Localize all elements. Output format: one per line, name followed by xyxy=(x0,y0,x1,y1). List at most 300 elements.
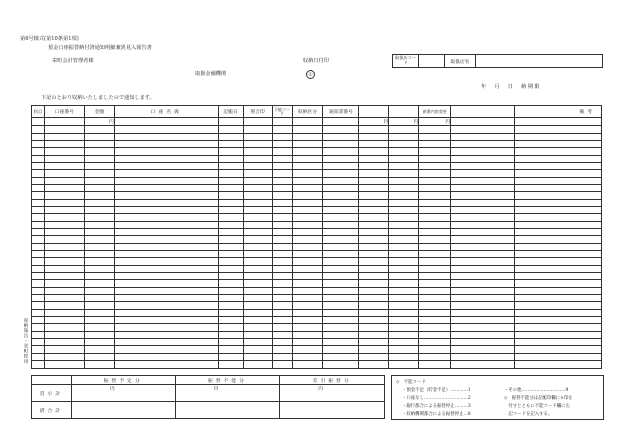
table-cell xyxy=(419,280,451,287)
unit-cell xyxy=(323,118,359,126)
table-cell xyxy=(114,162,218,169)
table-cell xyxy=(451,177,515,184)
table-cell xyxy=(451,309,515,316)
table-cell xyxy=(359,155,389,162)
table-cell xyxy=(515,251,602,258)
table-cell xyxy=(114,126,218,133)
table-cell xyxy=(243,170,272,177)
table-cell xyxy=(84,309,114,316)
table-cell xyxy=(419,126,451,133)
table-cell xyxy=(389,170,419,177)
table-cell xyxy=(44,177,84,184)
table-cell xyxy=(114,280,218,287)
header-cell: 照合印 xyxy=(243,106,272,118)
table-cell xyxy=(272,236,292,243)
table-cell xyxy=(515,317,602,324)
table-cell xyxy=(272,140,292,147)
table-cell xyxy=(515,192,602,199)
note-left: ・銀行都合による振替停止………3 xyxy=(402,404,471,409)
table-cell xyxy=(114,324,218,331)
table-cell xyxy=(451,126,515,133)
table-cell xyxy=(44,243,84,250)
header-cell: 備考 xyxy=(515,106,602,118)
table-cell xyxy=(389,324,419,331)
table-cell xyxy=(114,339,218,346)
table-cell xyxy=(272,133,292,140)
table-cell xyxy=(44,280,84,287)
table-cell xyxy=(32,126,45,133)
notes-box xyxy=(391,375,604,420)
table-cell xyxy=(272,243,292,250)
table-cell xyxy=(84,302,114,309)
table-cell xyxy=(84,236,114,243)
table-cell xyxy=(359,353,389,360)
table-cell xyxy=(44,331,84,338)
table-cell xyxy=(389,184,419,191)
table-cell xyxy=(292,295,323,302)
table-cell xyxy=(419,339,451,346)
table-cell xyxy=(389,258,419,265)
table-cell xyxy=(32,228,45,235)
table-cell xyxy=(114,236,218,243)
table-cell xyxy=(44,287,84,294)
table-cell xyxy=(218,309,243,316)
table-cell xyxy=(32,317,45,324)
header-cell xyxy=(359,106,389,118)
table-cell xyxy=(114,155,218,162)
table-cell xyxy=(515,126,602,133)
table-cell xyxy=(243,295,272,302)
table-cell xyxy=(32,361,45,369)
unit-cell: 円 xyxy=(389,118,419,126)
table-cell xyxy=(419,170,451,177)
table-cell xyxy=(218,206,243,213)
store-code-label: 取扱店コード xyxy=(393,55,419,68)
table-cell xyxy=(218,265,243,272)
table-cell xyxy=(114,243,218,250)
table-cell xyxy=(419,162,451,169)
note-right: 付すとともに不能コード欄に左 xyxy=(504,404,570,409)
table-cell xyxy=(292,243,323,250)
table-cell xyxy=(218,353,243,360)
table-cell xyxy=(292,170,323,177)
table-row xyxy=(32,199,602,206)
table-cell xyxy=(323,199,359,206)
table-cell xyxy=(292,162,323,169)
table-cell xyxy=(359,140,389,147)
table-cell xyxy=(515,324,602,331)
table-cell xyxy=(515,346,602,353)
unit-cell xyxy=(44,118,84,126)
summary-header: 差引振替分 xyxy=(280,376,385,385)
table-cell xyxy=(32,170,45,177)
table-cell xyxy=(218,126,243,133)
table-cell xyxy=(323,155,359,162)
table-cell xyxy=(243,324,272,331)
table-cell xyxy=(451,221,515,228)
table-cell xyxy=(359,184,389,191)
table-row xyxy=(32,133,602,140)
table-cell xyxy=(272,214,292,221)
table-cell xyxy=(451,251,515,258)
table-row xyxy=(32,339,602,346)
table-cell xyxy=(84,280,114,287)
table-cell xyxy=(389,361,419,369)
table-cell xyxy=(243,309,272,316)
table-cell xyxy=(359,309,389,316)
table-cell xyxy=(515,214,602,221)
table-cell xyxy=(272,331,292,338)
table-cell xyxy=(114,214,218,221)
table-cell xyxy=(359,346,389,353)
table-cell xyxy=(451,280,515,287)
table-cell xyxy=(451,324,515,331)
header-cell: 新番内容変更 xyxy=(419,106,451,118)
table-cell xyxy=(44,265,84,272)
table-cell xyxy=(114,302,218,309)
table-cell xyxy=(323,273,359,280)
table-cell xyxy=(114,228,218,235)
table-cell xyxy=(84,295,114,302)
table-row xyxy=(32,346,602,353)
table-cell xyxy=(32,251,45,258)
table-cell xyxy=(243,273,272,280)
table-cell xyxy=(515,140,602,147)
table-cell xyxy=(419,331,451,338)
table-cell xyxy=(292,339,323,346)
table-cell xyxy=(359,162,389,169)
header-cell: 収納区分 xyxy=(292,106,323,118)
table-cell xyxy=(419,133,451,140)
table-cell xyxy=(323,192,359,199)
header-row xyxy=(32,106,602,118)
table-cell xyxy=(272,155,292,162)
note-left: ・収納機関都合による振替停止…8 xyxy=(402,412,471,417)
table-cell xyxy=(243,236,272,243)
table-cell xyxy=(389,317,419,324)
store-name-value xyxy=(476,55,603,68)
table-cell xyxy=(32,265,45,272)
table-cell xyxy=(114,133,218,140)
table-cell xyxy=(515,309,602,316)
table-cell xyxy=(32,287,45,294)
table-cell xyxy=(272,346,292,353)
header-cell: 口座名義 xyxy=(114,106,218,118)
table-cell xyxy=(32,258,45,265)
table-cell xyxy=(451,184,515,191)
table-cell xyxy=(389,302,419,309)
table-cell xyxy=(323,148,359,155)
table-cell xyxy=(114,140,218,147)
table-cell xyxy=(323,258,359,265)
table-row xyxy=(32,287,602,294)
table-cell xyxy=(323,280,359,287)
table-cell xyxy=(359,280,389,287)
table-cell xyxy=(243,228,272,235)
table-cell xyxy=(323,339,359,346)
table-cell xyxy=(84,199,114,206)
table-cell xyxy=(44,309,84,316)
table-row xyxy=(32,331,602,338)
summary-cell xyxy=(280,402,385,419)
table-cell xyxy=(114,221,218,228)
table-cell xyxy=(32,206,45,213)
table-cell xyxy=(515,177,602,184)
table-cell xyxy=(359,126,389,133)
summary-corner xyxy=(32,376,72,385)
table-cell xyxy=(451,353,515,360)
table-cell xyxy=(515,339,602,346)
table-cell xyxy=(272,353,292,360)
table-cell xyxy=(451,148,515,155)
table-cell xyxy=(44,214,84,221)
summary-cell xyxy=(71,385,175,402)
table-cell xyxy=(84,353,114,360)
unit-cell: 円 xyxy=(419,118,451,126)
table-cell xyxy=(323,214,359,221)
table-cell xyxy=(451,258,515,265)
table-cell xyxy=(218,162,243,169)
table-cell xyxy=(451,170,515,177)
table-cell xyxy=(218,346,243,353)
table-cell xyxy=(419,353,451,360)
table-cell xyxy=(272,361,292,369)
table-cell xyxy=(114,170,218,177)
table-cell xyxy=(292,280,323,287)
table-cell xyxy=(359,206,389,213)
table-cell xyxy=(359,243,389,250)
table-cell xyxy=(323,221,359,228)
table-cell xyxy=(359,324,389,331)
header-cell xyxy=(389,106,419,118)
table-cell xyxy=(515,199,602,206)
table-row xyxy=(32,214,602,221)
table-cell xyxy=(44,361,84,369)
table-cell xyxy=(515,155,602,162)
table-row xyxy=(32,317,602,324)
table-cell xyxy=(32,199,45,206)
table-cell xyxy=(32,177,45,184)
table-cell xyxy=(292,133,323,140)
table-cell xyxy=(451,199,515,206)
table-cell xyxy=(515,133,602,140)
table-row xyxy=(32,140,602,147)
table-cell xyxy=(32,162,45,169)
table-cell xyxy=(218,177,243,184)
table-cell xyxy=(323,133,359,140)
table-row xyxy=(32,192,602,199)
table-cell xyxy=(243,251,272,258)
table-cell xyxy=(323,170,359,177)
table-cell xyxy=(218,199,243,206)
summary-row xyxy=(32,385,385,402)
table-cell xyxy=(419,214,451,221)
table-cell xyxy=(243,148,272,155)
note-left: ・預金不足（貯金不足）…………1 xyxy=(402,388,471,393)
table-cell xyxy=(359,170,389,177)
table-cell xyxy=(389,214,419,221)
note-left: ・口座なし…………………………2 xyxy=(402,396,471,401)
summary-cell xyxy=(71,402,175,419)
table-cell xyxy=(292,126,323,133)
table-cell xyxy=(243,258,272,265)
table-cell xyxy=(389,155,419,162)
unit-cell xyxy=(32,118,45,126)
table-cell xyxy=(292,236,323,243)
table-cell xyxy=(515,206,602,213)
table-cell xyxy=(44,140,84,147)
table-cell xyxy=(389,126,419,133)
table-cell xyxy=(389,265,419,272)
table-cell xyxy=(323,177,359,184)
unit-cell xyxy=(272,118,292,126)
table-cell xyxy=(515,170,602,177)
table-cell xyxy=(359,199,389,206)
table-cell xyxy=(323,324,359,331)
table-cell xyxy=(451,192,515,199)
unit-cell: 円 xyxy=(359,118,389,126)
table-cell xyxy=(114,251,218,258)
table-row xyxy=(32,155,602,162)
table-cell xyxy=(292,148,323,155)
table-cell xyxy=(243,265,272,272)
table-cell xyxy=(218,302,243,309)
table-cell xyxy=(243,177,272,184)
table-cell xyxy=(272,324,292,331)
table-cell xyxy=(218,243,243,250)
table-cell xyxy=(515,295,602,302)
table-cell xyxy=(359,228,389,235)
table-cell xyxy=(84,140,114,147)
table-cell xyxy=(44,251,84,258)
table-cell xyxy=(515,361,602,369)
table-cell xyxy=(451,331,515,338)
table-cell xyxy=(292,199,323,206)
table-cell xyxy=(32,331,45,338)
table-cell xyxy=(272,192,292,199)
table-cell xyxy=(44,221,84,228)
table-cell xyxy=(114,177,218,184)
table-cell xyxy=(389,339,419,346)
note-right: 記コードを記入する。 xyxy=(504,412,553,417)
table-cell xyxy=(84,177,114,184)
table-cell xyxy=(419,221,451,228)
table-cell xyxy=(272,199,292,206)
table-cell xyxy=(32,273,45,280)
table-cell xyxy=(323,184,359,191)
table-cell xyxy=(114,353,218,360)
table-cell xyxy=(114,258,218,265)
table-row xyxy=(32,177,602,184)
table-cell xyxy=(243,192,272,199)
table-cell xyxy=(451,287,515,294)
table-cell xyxy=(451,228,515,235)
unit-cell: 円 xyxy=(84,118,114,126)
payment-date-label: 年 月 日 納期限 xyxy=(481,84,542,90)
table-cell xyxy=(44,236,84,243)
table-cell xyxy=(359,339,389,346)
table-cell xyxy=(515,302,602,309)
table-cell xyxy=(84,221,114,228)
table-cell xyxy=(323,228,359,235)
table-cell xyxy=(389,236,419,243)
table-cell xyxy=(323,302,359,309)
table-cell xyxy=(323,236,359,243)
table-cell xyxy=(419,287,451,294)
store-box xyxy=(392,54,603,68)
main-table xyxy=(31,105,602,369)
table-cell xyxy=(272,339,292,346)
table-cell xyxy=(218,361,243,369)
table-cell xyxy=(218,140,243,147)
table-cell xyxy=(419,228,451,235)
table-cell xyxy=(272,317,292,324)
table-cell xyxy=(272,265,292,272)
table-cell xyxy=(32,184,45,191)
table-cell xyxy=(292,287,323,294)
table-cell xyxy=(243,302,272,309)
table-cell xyxy=(292,346,323,353)
table-cell xyxy=(451,140,515,147)
table-cell xyxy=(218,295,243,302)
table-cell xyxy=(218,221,243,228)
table-cell xyxy=(243,361,272,369)
table-cell xyxy=(114,199,218,206)
table-cell xyxy=(451,317,515,324)
table-cell xyxy=(32,243,45,250)
summary-header: 振替不能分 xyxy=(175,376,280,385)
table-cell xyxy=(359,287,389,294)
table-cell xyxy=(451,302,515,309)
table-cell xyxy=(32,192,45,199)
table-cell xyxy=(292,192,323,199)
unit-cell xyxy=(292,118,323,126)
summary-table xyxy=(31,375,385,419)
unit-cell xyxy=(218,118,243,126)
table-cell xyxy=(44,192,84,199)
table-cell xyxy=(515,331,602,338)
table-cell xyxy=(44,126,84,133)
table-cell xyxy=(323,287,359,294)
table-cell xyxy=(44,339,84,346)
table-cell xyxy=(419,251,451,258)
table-cell xyxy=(243,155,272,162)
table-cell xyxy=(84,361,114,369)
table-cell xyxy=(84,170,114,177)
header-cell: 金額 xyxy=(84,106,114,118)
table-row xyxy=(32,148,602,155)
table-cell xyxy=(389,346,419,353)
table-cell xyxy=(419,148,451,155)
table-cell xyxy=(243,126,272,133)
table-cell xyxy=(389,162,419,169)
table-cell xyxy=(243,162,272,169)
table-cell xyxy=(218,155,243,162)
table-cell xyxy=(419,258,451,265)
table-cell xyxy=(84,162,114,169)
table-cell xyxy=(451,273,515,280)
table-cell xyxy=(323,353,359,360)
table-cell xyxy=(389,199,419,206)
table-cell xyxy=(243,221,272,228)
table-cell xyxy=(389,280,419,287)
table-cell xyxy=(44,258,84,265)
table-cell xyxy=(84,133,114,140)
table-cell xyxy=(32,214,45,221)
table-cell xyxy=(114,361,218,369)
table-cell xyxy=(419,302,451,309)
table-cell xyxy=(419,155,451,162)
